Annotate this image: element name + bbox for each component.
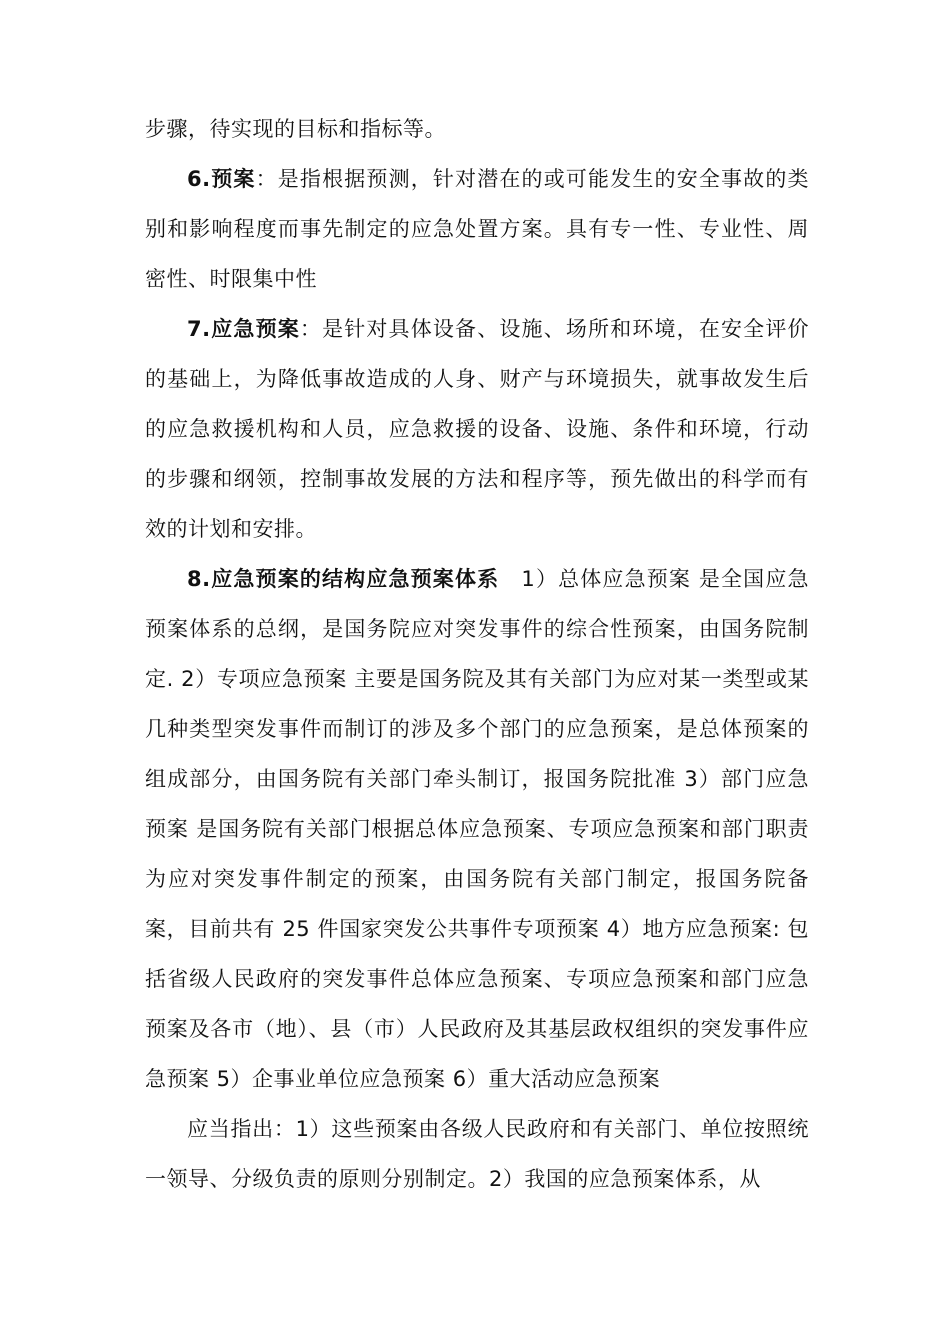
paragraph-text: 应当指出：1）这些预案由各级人民政府和有关部门、单位按照统一领导、分级负责的原则分别制定。2）我国的应急预案体系，从 (145, 1117, 809, 1191)
document-body (145, 104, 809, 1204)
term-heading: 6.预案 (187, 167, 256, 191)
paragraph-plan-structure (145, 554, 809, 1104)
term-heading: 7.应急预案 (187, 317, 300, 341)
paragraph-text: ：是针对具体设备、设施、场所和环境，在安全评价的基础上，为降低事故造成的人身、财产与环境损失，就事故发生后的应急救援机构和人员，应急救援的设备、设施、条件和环境，行动的步骤和纲领，控制事故发展的方法和程序等，预先做出的科学而有效的计划和安排。 (145, 317, 809, 541)
paragraph-definition-plan (145, 154, 809, 304)
paragraph-notes (145, 1104, 809, 1204)
paragraph-text: 步骤，待实现的目标和指标等。 (145, 117, 446, 141)
paragraph-continuation (145, 104, 809, 154)
paragraph-text: ：是指根据预测，针对潜在的或可能发生的安全事故的类别和影响程度而事先制定的应急处置方案。具有专一性、专业性、周密性、时限集中性 (145, 167, 810, 291)
paragraph-text: 1）总体应急预案 是全国应急预案体系的总纲，是国务院应对突发事件的综合性预案，由国务院制定. 2）专项应急预案 主要是国务院及其有关部门为应对某一类型或某几种类型突发事件而制订的涉及多个部门的应急预案，是总体预案的组成部分，由国务院有关部门牵头制订，报国务院批准 3）部门应急预案 是国务院有关部门根据总体应急预案、专项应急预案和部门职责为应对突发事件制定的预案，由国务院有关部门制定，报国务院备案，目前共有 25 件国家突发公共事件专项预案 4）地方应急预案: 包括省级人民政府的突发事件总体应急预案、专项应急预案和部门应急预案及各市（地）、县（市）人民政府及其基层政权组织的突发事件应急预案 5）企事业单位应急预案 6）重大活动应急预案 (145, 567, 809, 1091)
paragraph-definition-emergency-plan (145, 304, 809, 554)
term-heading: 8.应急预案的结构应急预案体系 (187, 567, 500, 591)
